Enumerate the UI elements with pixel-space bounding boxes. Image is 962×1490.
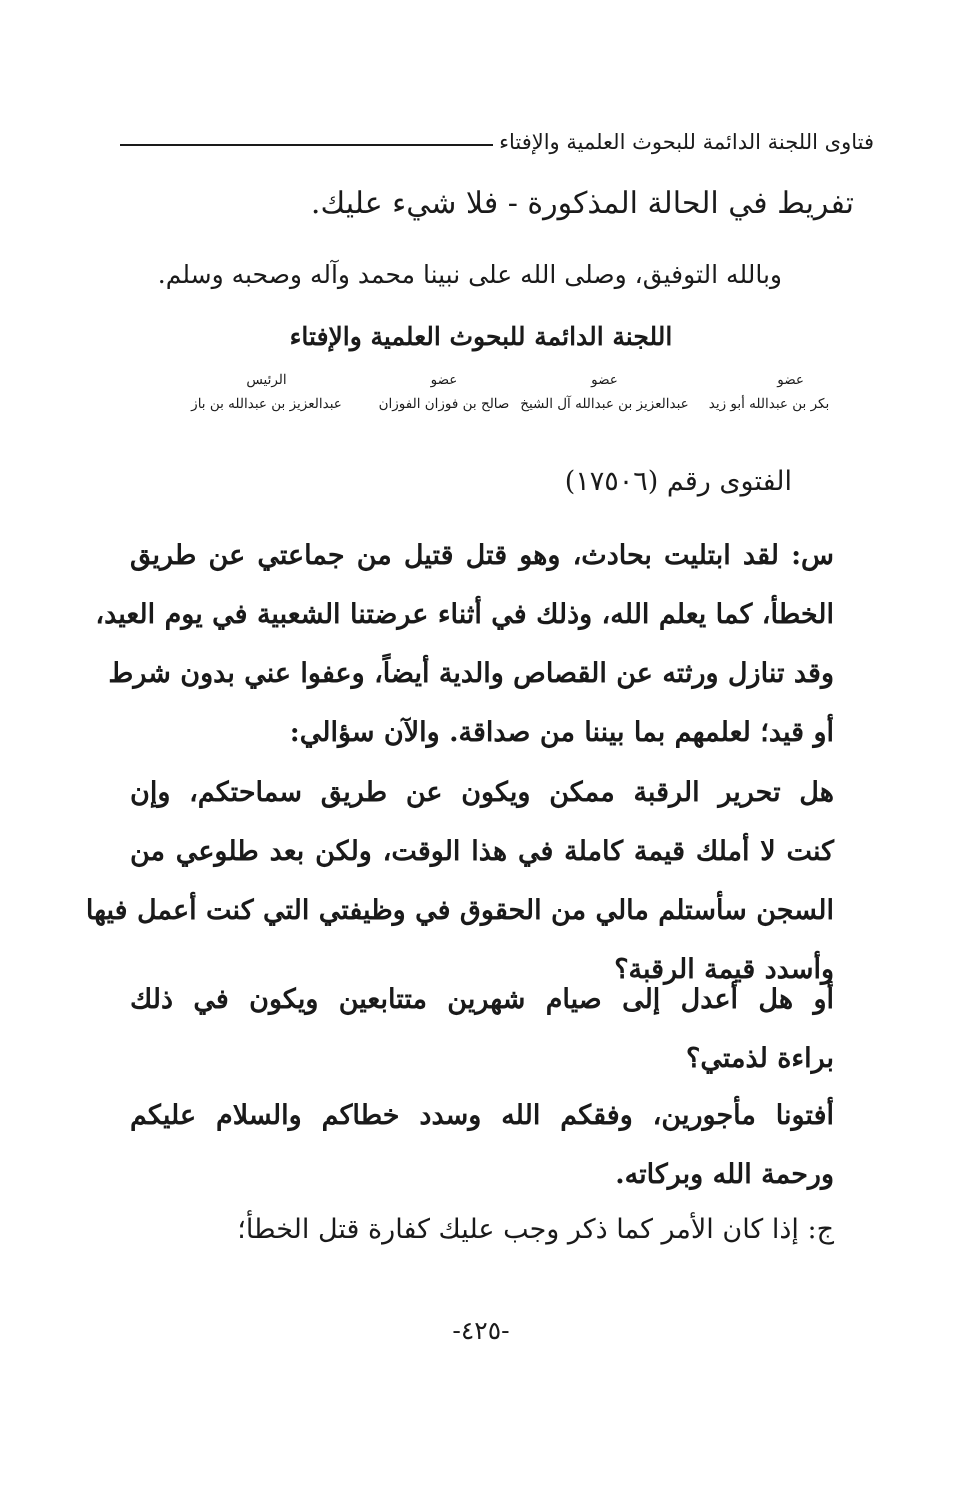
signature-name: عبدالعزيز بن عبدالله آل الشيخ (520, 396, 689, 412)
page-number: -٤٢٥- (452, 1316, 510, 1345)
signatures-block (124, 370, 844, 430)
signature-member-3 (374, 370, 514, 412)
question-paragraph (95, 526, 834, 762)
question-line: براءة لذمتي؟ (686, 1043, 834, 1074)
signature-member-1 (694, 370, 844, 412)
signature-role: عضو (430, 372, 458, 388)
question-line: ورحمة الله وبركاته. (615, 1159, 834, 1190)
continuation-text: تفريط في الحالة المذكورة - فلا شيء عليك. (310, 186, 854, 221)
signature-name: عبدالعزيز بن عبدالله بن باز (191, 396, 342, 412)
signature-role: الرئيس (246, 372, 287, 388)
running-header (120, 122, 874, 162)
signature-role: عضو (777, 372, 804, 388)
running-title: فتاوى اللجنة الدائمة للبحوث العلمية والإفتاء (499, 130, 874, 154)
question-line: أو هل أعدل إلى صيام شهرين متتابعين ويكون في ذلك (130, 984, 835, 1015)
question-paragraph-3 (130, 970, 834, 1088)
signature-chairman (179, 370, 354, 412)
question-line: وأسدد قيمة الرقبة؟ (614, 954, 834, 985)
signature-name: صالح بن فوزان الفوزان (378, 396, 510, 412)
signature-role: عضو (591, 372, 618, 388)
closing-formula: وبالله التوفيق، وصلى الله على نبينا محمد وآله وصحبه وسلم. (157, 260, 782, 289)
question-line: الخطأ، كما يعلم الله، وذلك في أثناء عرضتنا الشعبية في يوم العيد، (95, 599, 834, 630)
signature-member-2 (517, 370, 692, 412)
question-paragraph-4 (130, 1086, 834, 1204)
signature-name: بكر بن عبدالله أبو زيد (708, 396, 830, 412)
question-paragraph-2 (85, 763, 834, 999)
committee-name: اللجنة الدائمة للبحوث العلمية والإفتاء (289, 322, 673, 351)
header-rule (120, 144, 493, 146)
question-line: وقد تنازل ورثته عن القصاص والدية أيضاً، وعفوا عني بدون شرط (108, 658, 834, 689)
answer-start: ج: إذا كان الأمر كما ذكر وجب عليك كفارة قتل الخطأ؛ (237, 1214, 834, 1245)
question-line: س: لقد ابتليت بحادث، وهو قتل قتيل من جماعتي عن طريق (130, 540, 834, 571)
question-line: كنت لا أملك قيمة كاملة في هذا الوقت، ولكن بعد طلوعي من (130, 836, 834, 867)
question-line: أفتونا مأجورين، وفقكم الله وسدد خطاكم والسلام عليكم (130, 1100, 834, 1131)
fatwa-number: الفتوى رقم (١٧٥٠٦) (564, 466, 792, 497)
question-line: هل تحرير الرقبة ممكن ويكون عن طريق سماحتكم، وإن (130, 777, 834, 808)
question-line: السجن سأستلم مالي من الحقوق في وظيفتي التي كنت أعمل فيها (85, 895, 834, 926)
question-line: أو قيد؛ لعلمهم بما بيننا من صداقة. والآن سؤالي: (289, 717, 834, 748)
